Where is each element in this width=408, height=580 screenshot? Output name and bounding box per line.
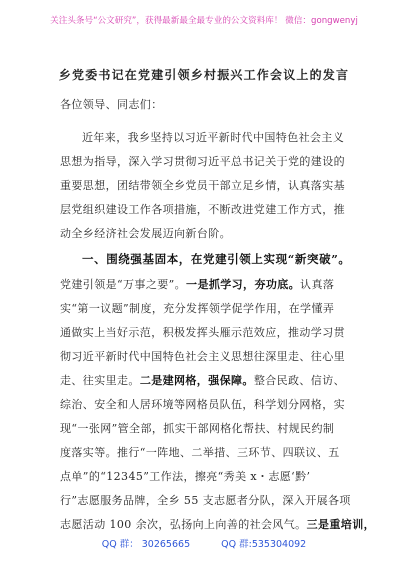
subpoint-heading: 二是建网格，强保障。 — [139, 374, 254, 387]
salutation: 各位领导、同志们： — [60, 98, 163, 111]
section-heading: 一、围绕强基固本，在党建引领上实现“新突破”。 — [82, 252, 351, 266]
section-line: 综治、安全和人居环境等网格员队伍，科学划分网格，实 — [60, 398, 345, 411]
footer-contact — [0, 536, 408, 550]
section-line — [60, 372, 360, 388]
section-text: 认真落 — [300, 278, 335, 291]
section-line: 点单”的“12345”工作法，擦亮“秀美 x・志愿‘黔’ — [60, 470, 311, 483]
section-text: 志愿活动 100 余次，弘扬向上向善的社会风气。 — [60, 518, 307, 531]
section-line: 实“第一议题”制度，充分发挥领学促学作用，在学懂弄 — [60, 302, 335, 315]
subpoint-heading: 一是抓学习，夯功底。 — [186, 278, 301, 291]
footer-qq-group-2: QQ 群:535304092 — [221, 539, 307, 550]
intro-line: 重要思想，团结带领全乡党员干部立足乡情，认真落实基 — [60, 179, 345, 192]
document-title: 乡党委书记在党建引领乡村振兴工作会议上的发言 — [58, 68, 350, 82]
section-text: 走、往实里走。 — [60, 374, 140, 387]
subpoint-heading: 三是重培训， — [306, 518, 375, 531]
section-line: 现“一张网”管全部，抓实干部网格化帮扶、村规民约制 — [60, 422, 335, 435]
intro-line: 思想为指导，深入学习贯彻习近平总书记关于党的建设的 — [60, 155, 345, 168]
intro-line: 层党组织建设工作各项措施，不断改进党建工作方式，推 — [60, 203, 345, 216]
section-line: 度落实等。推行“一阵地、二举措、三环节、四联议、五 — [60, 446, 340, 459]
footer-qq-group-1: QQ 群： 30265665 — [101, 539, 191, 550]
intro-line: 近年来，我乡坚持以习近平新时代中国特色社会主义 — [82, 131, 345, 144]
section-line: 行”志愿服务品牌，全乡 55 支志愿者分队，深入开展各项 — [60, 494, 351, 507]
section-line: 通做实上当好示范，积极发挥头雁示范效应，推动学习贯 — [60, 326, 345, 339]
section-line — [60, 276, 360, 292]
section-line — [60, 516, 375, 532]
section-line: 彻习近平新时代中国特色社会主义思想往深里走、往心里 — [60, 350, 345, 363]
intro-line: 动全乡经济社会发展迈向新台阶。 — [60, 227, 231, 240]
section-text: 党建引领是“万事之要”。 — [60, 278, 187, 291]
section-text: 整合民政、信访、 — [253, 374, 346, 387]
header-promo-note: 关注头条号“公文研究”，获得最新最全最专业的公文资料库！ 微信：gongwenyj — [50, 16, 358, 26]
